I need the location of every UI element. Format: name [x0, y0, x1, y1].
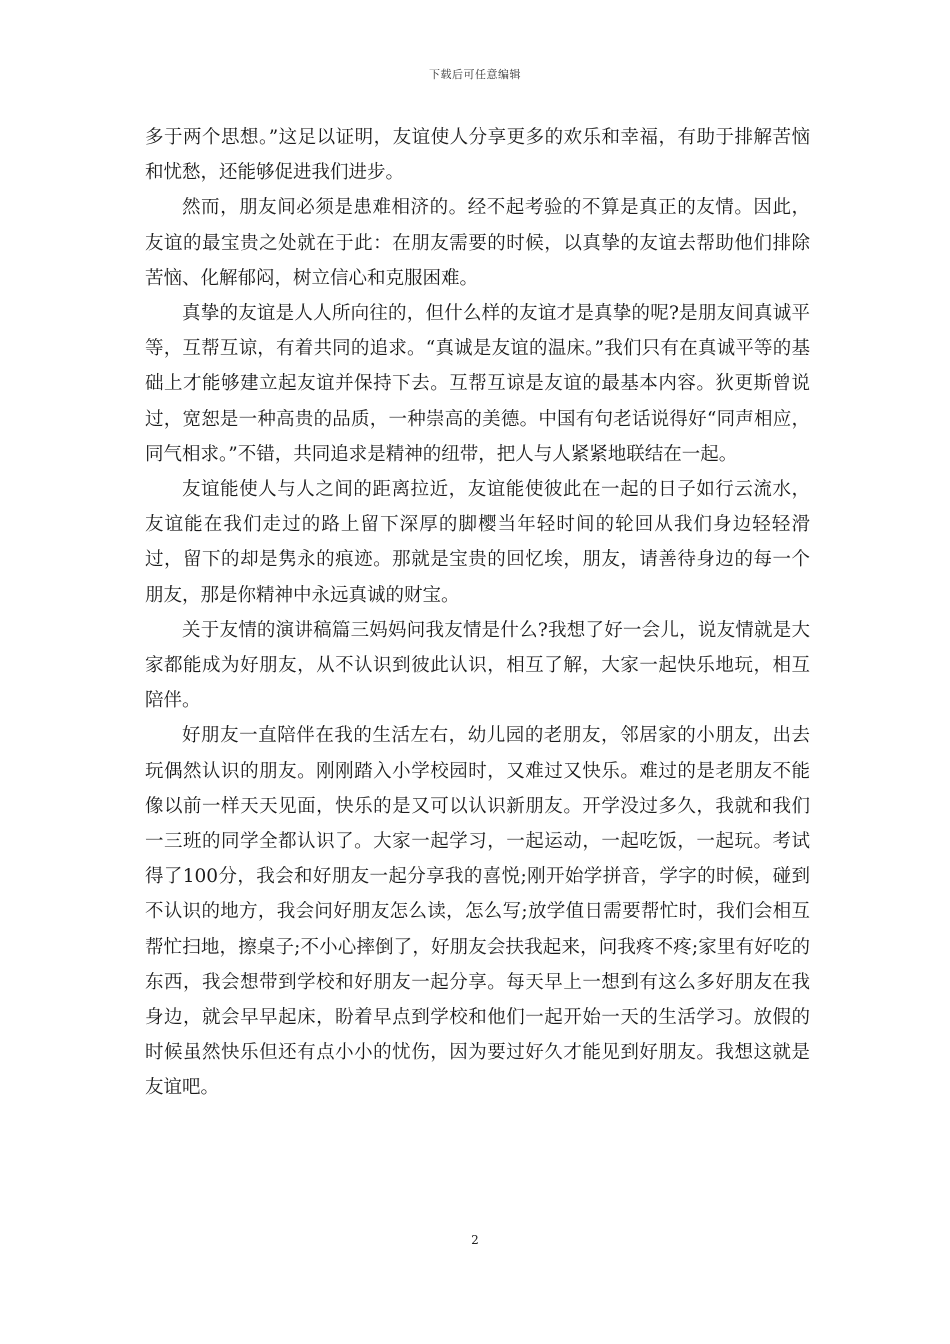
paragraph: 好朋友一直陪伴在我的生活左右，幼儿园的老朋友，邻居家的小朋友，出去玩偶然认识的朋友。刚刚踏入小学校园时，又难过又快乐。难过的是老朋友不能像以前一样天天见面，快乐的是又可以认识新朋友。开学没过多久，我就和我们一三班的同学全都认识了。大家一起学习，一起运动，一起吃饭，一起玩。考试得了100分，我会和好朋友一起分享我的喜悦;刚开始学拼音，学字的时候，碰到不认识的地方，我会问好朋友怎么读，怎么写;放学值日需要帮忙时，我们会相互帮忙扫地，擦桌子;不小心摔倒了，好朋友会扶我起来，问我疼不疼;家里有好吃的东西，我会想带到学校和好朋友一起分享。每天早上一想到有这么多好朋友在我身边，就会早早起床，盼着早点到学校和他们一起开始一天的生活学习。放假的时候虽然快乐但还有点小小的忧伤，因为要过好久才能见到好朋友。我想这就是友谊吧。 [145, 725, 810, 1099]
paragraph: 然而，朋友间必须是患难相济的。经不起考验的不算是真正的友情。因此，友谊的最宝贵之处就在于此：在朋友需要的时候，以真挚的友谊去帮助他们排除苦恼、化解郁闷，树立信心和克服困难。 [145, 197, 810, 289]
page-header: 下载后可任意编辑 [429, 68, 521, 81]
document-body [145, 120, 810, 1106]
paragraph: 真挚的友谊是人人所向往的，但什么样的友谊才是真挚的呢?是朋友间真诚平等，互帮互谅，有着共同的追求。“真诚是友谊的温床。”我们只有在真诚平等的基础上才能够建立起友谊并保持下去。互帮互谅是友谊的最基本内容。狄更斯曾说过，宽恕是一种高贵的品质，一种崇高的美德。中国有句老话说得好“同声相应，同气相求。”不错，共同追求是精神的纽带，把人与人紧紧地联结在一起。 [145, 303, 810, 465]
paragraph-continuation: 多于两个思想。”这足以证明，友谊使人分享更多的欢乐和幸福，有助于排解苦恼和忧愁，还能够促进我们进步。 [145, 127, 810, 184]
page-number: 2 [471, 1233, 479, 1247]
paragraph: 友谊能使人与人之间的距离拉近，友谊能使彼此在一起的日子如行云流水，友谊能在我们走过的路上留下深厚的脚樱当年轻时间的轮回从我们身边轻轻滑过，留下的却是隽永的痕迹。那就是宝贵的回忆埃，朋友，请善待身边的每一个朋友，那是你精神中永远真诚的财宝。 [145, 479, 810, 606]
paragraph: 关于友情的演讲稿篇三妈妈问我友情是什么?我想了好一会儿，说友情就是大家都能成为好朋友，从不认识到彼此认识，相互了解，大家一起快乐地玩，相互陪伴。 [145, 619, 810, 712]
